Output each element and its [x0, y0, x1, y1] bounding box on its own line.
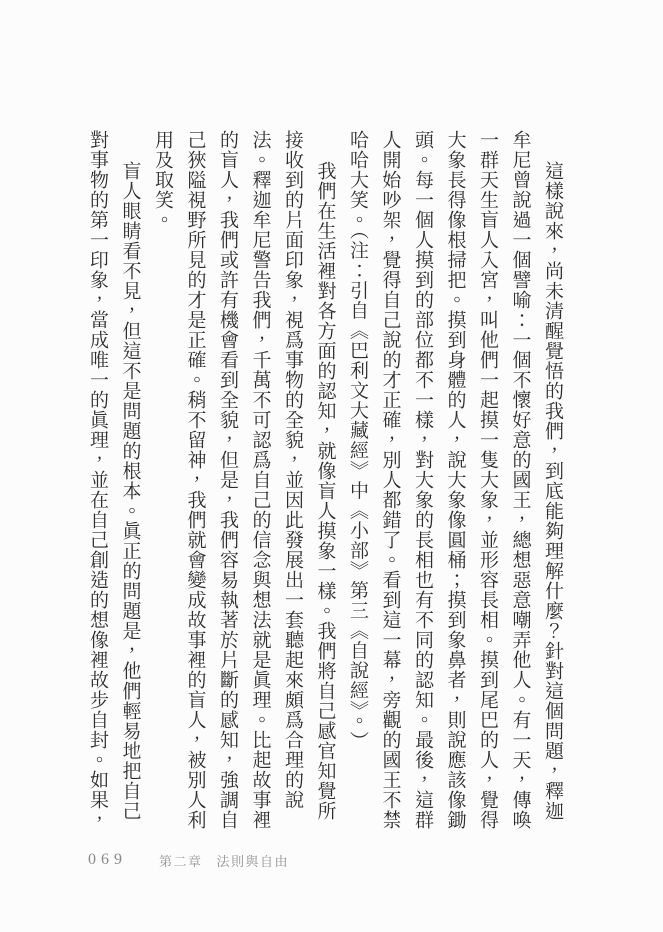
text-column: 頭。每一個人摸到的部位都不一樣，對大象的長相也有不同的認知。最後，這群	[412, 130, 433, 830]
text-column: 我們在生活裡對各方面的認知，就像盲人摸象一樣。我們將自己感官知覺所	[314, 161, 336, 821]
chapter-heading	[159, 851, 289, 870]
text-column: 接收到的片面印象，視爲事物的全貌，並因此發展出一套聽起來頗爲合理的說	[282, 130, 303, 810]
text-column: 這樣說來，尚未清醒覺悟的我們，到底能夠理解什麼？針對這個問題，釋迦	[542, 161, 563, 821]
chapter-number: 第二章	[159, 853, 203, 869]
text-column: 大象長得像根掃把。摸到身體的人，說大象像圓桶；摸到象鼻者，則說應該像鋤	[444, 130, 466, 830]
text-column: 己狹隘視野所見的才是正確。稍不留神，我們就會變成故事裡的盲人，被別人利	[184, 130, 206, 830]
chapter-title: 法則與自由	[216, 853, 290, 869]
page-footer	[88, 849, 289, 871]
text-column: 盲人眼睛看不見，但這不是問題的根本。眞正的問題是，他們輕易地把自己	[119, 161, 141, 821]
text-column: 法。釋迦牟尼警告我們，千萬不可認爲自己的信念與想法就是眞理。比起故事裡	[249, 130, 271, 830]
vertical-text-block	[81, 130, 569, 830]
text-column: 哈哈大笑。（注：引自《巴利文大藏經》中《小部》第三《自說經》。）	[347, 130, 368, 751]
text-column: 用及取笑。	[152, 130, 173, 230]
page-number: 069	[88, 851, 127, 868]
text-column: 對事物的第一印象，當成唯一的眞理，並在自己創造的想像裡故步自封。如果，	[87, 130, 108, 830]
text-column: 一群天生盲人入宮，叫他們一起摸一隻大象，並形容長相。摸到尾巴的人，覺得	[477, 130, 498, 830]
text-column: 的盲人，我們或許有機會看到全貌，但是，我們容易執著於片斷的感知，強調自	[217, 130, 238, 830]
text-column: 牟尼曾說過一個譬喻：一個不懷好意的國王，總想惡意嘲弄他人。有一天，傳喚	[509, 130, 531, 830]
text-column: 人開始吵架，覺得自己說的才正確，別人都錯了。看到這一幕，旁觀的國王不禁	[379, 130, 401, 830]
